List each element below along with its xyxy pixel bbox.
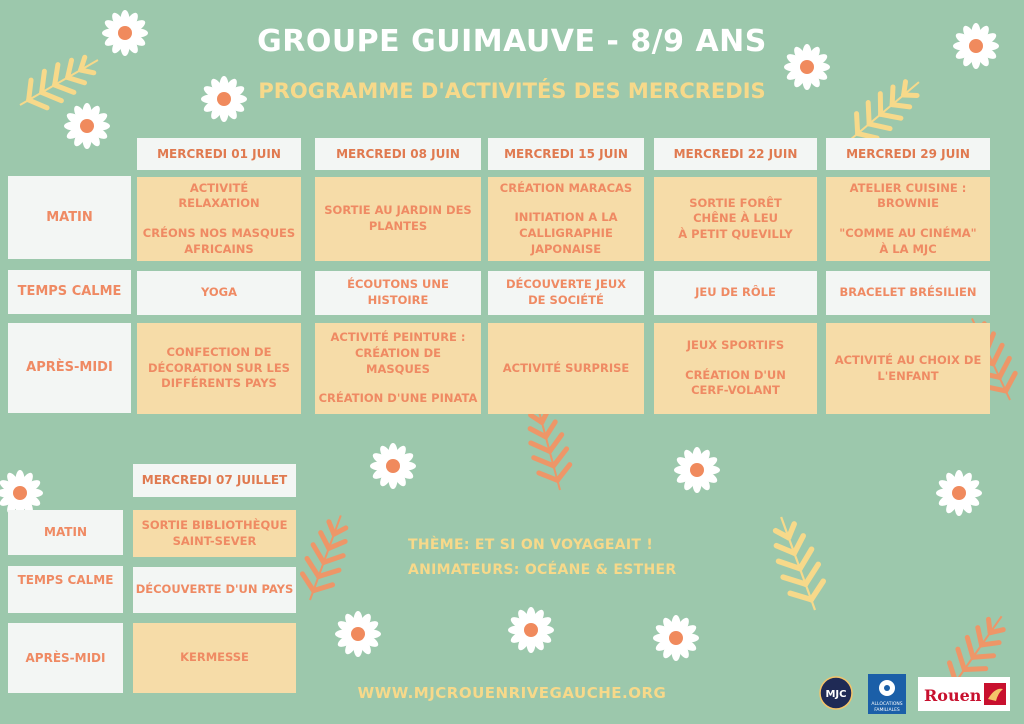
activity-cell: ATELIER CUISINE : BROWNIE "COMME AU CINÉMA" À LA MJC (826, 177, 990, 261)
activity-cell: ACTIVITÉ PEINTURE : CRÉATION DE MASQUES CRÉATION D'UNE PINATA (315, 323, 481, 414)
row-label-apres-midi: APRÈS-MIDI (8, 623, 123, 693)
website-link[interactable]: WWW.MJCROUENRIVEGAUCHE.ORG (357, 684, 667, 702)
day-header: MERCREDI 22 JUIN (654, 138, 817, 170)
rouen-logo (918, 677, 1010, 711)
activity-cell: CRÉATION MARACAS INITIATION A LA CALLIGRAPHIE JAPONAISE (488, 177, 644, 261)
activity-cell: CONFECTION DE DÉCORATION SUR LES DIFFÉRENTS PAYS (137, 323, 301, 414)
row-label-matin: MATIN (8, 510, 123, 555)
activity-cell: ACTIVITÉ RELAXATION CRÉONS NOS MASQUES AFRICAINS (137, 177, 301, 261)
activity-cell: JEUX SPORTIFS CRÉATION D'UN CERF-VOLANT (654, 323, 817, 414)
day-header: MERCREDI 15 JUIN (488, 138, 644, 170)
svg-text:ALLOCATIONS: ALLOCATIONS (871, 702, 903, 707)
mjc-logo (819, 676, 853, 710)
activity-cell: ACTIVITÉ AU CHOIX DE L'ENFANT (826, 323, 990, 414)
activity-cell: SORTIE FORÊT CHÊNE À LEU À PETIT QUEVILLY (654, 177, 817, 261)
theme-text: THÈME: ET SI ON VOYAGEAIT ! (408, 537, 654, 553)
svg-text:MJC: MJC (825, 689, 847, 700)
svg-text:Rouen: Rouen (924, 686, 982, 705)
row-label-apres-midi: APRÈS-MIDI (8, 323, 131, 413)
activity-cell: SORTIE BIBLIOTHÈQUE SAINT-SEVER (133, 510, 296, 557)
page-title: GROUPE GUIMAUVE - 8/9 ANS (257, 24, 767, 59)
caf-logo (868, 674, 906, 714)
day-header: MERCREDI 29 JUIN (826, 138, 990, 170)
activity-cell: JEU DE RÔLE (654, 271, 817, 315)
row-label-temps-calme: TEMPS CALME (8, 270, 131, 314)
activity-cell: KERMESSE (133, 623, 296, 693)
row-label-temps-calme: TEMPS CALME (8, 566, 123, 613)
svg-text:FAMILIALES: FAMILIALES (874, 708, 900, 713)
day-header: MERCREDI 01 JUIN (137, 138, 301, 170)
day-header: MERCREDI 07 JUILLET (133, 464, 296, 497)
activity-cell: YOGA (137, 271, 301, 315)
activity-cell: DÉCOUVERTE D'UN PAYS (133, 567, 296, 613)
activity-cell: SORTIE AU JARDIN DES PLANTES (315, 177, 481, 261)
page-subtitle: PROGRAMME D'ACTIVITÉS DES MERCREDIS (258, 79, 766, 103)
activity-cell: ACTIVITÉ SURPRISE (488, 323, 644, 414)
animators-text: ANIMATEURS: OCÉANE & ESTHER (408, 562, 677, 578)
activity-cell: ÉCOUTONS UNE HISTOIRE (315, 271, 481, 315)
row-label-matin: MATIN (8, 176, 131, 259)
activity-cell: DÉCOUVERTE JEUX DE SOCIÉTÉ (488, 271, 644, 315)
activity-cell: BRACELET BRÉSILIEN (826, 271, 990, 315)
day-header: MERCREDI 08 JUIN (315, 138, 481, 170)
